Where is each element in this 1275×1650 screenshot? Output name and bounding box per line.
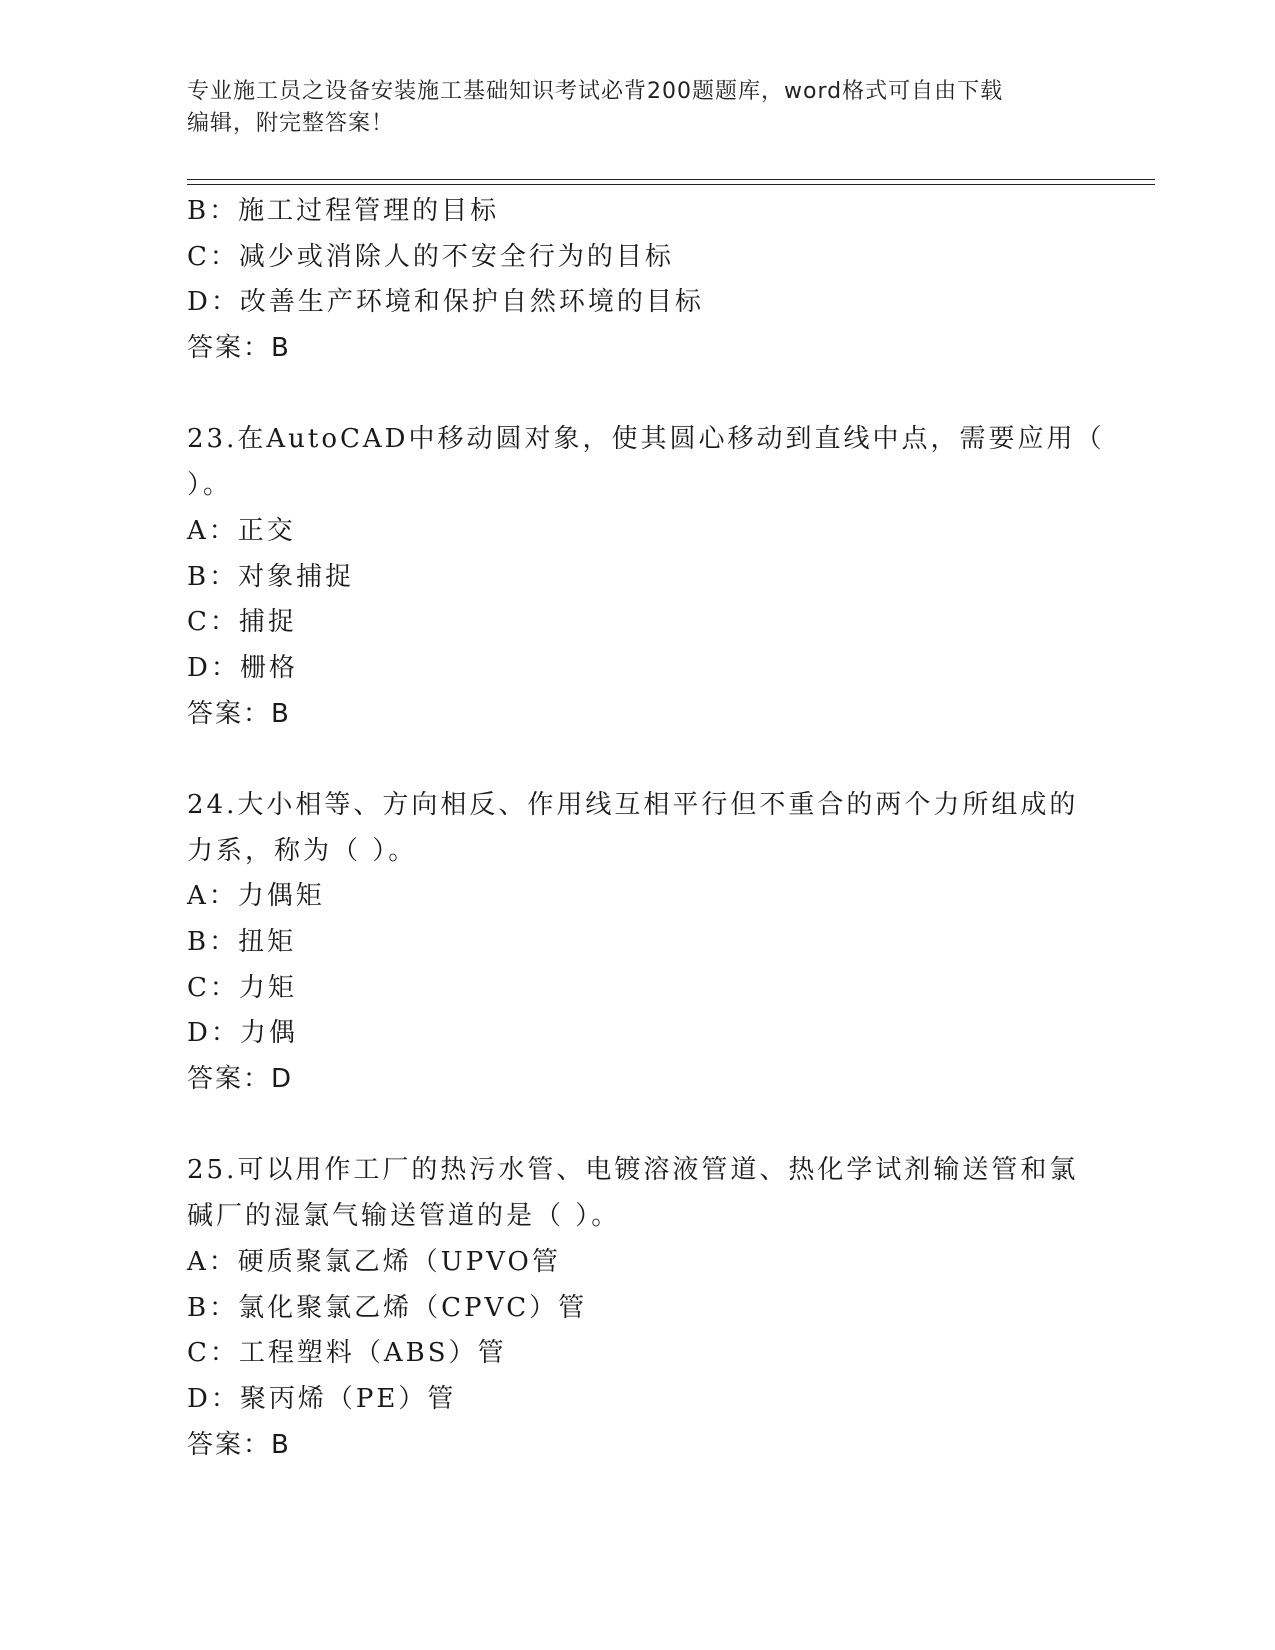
spacer [187, 1103, 1087, 1149]
answer: 答案：B [187, 1429, 291, 1460]
question-stem-line-2: ）。 [187, 470, 233, 501]
document-header [187, 76, 1087, 140]
option-a: A：正交 [187, 515, 296, 546]
option-d: D：力偶 [187, 1018, 298, 1049]
header-line-2: 编辑，附完整答案！ [187, 111, 395, 136]
spacer [187, 737, 1087, 783]
answer: 答案：D [187, 1064, 294, 1095]
question-25 [187, 1148, 1087, 1468]
question-list [187, 189, 1105, 1468]
header-divider-top [187, 179, 1155, 180]
option-c: C：力矩 [187, 972, 297, 1003]
option-d: D：改善生产环境和保护自然环境的目标 [187, 287, 704, 318]
question-stem-line-2: 碱厂的湿氯气输送管道的是（ ）。 [187, 1201, 621, 1232]
option-d: D：聚丙烯（PE）管 [187, 1383, 457, 1414]
question-stem-line-1: 24.大小相等、方向相反、作用线互相平行但不重合的两个力所组成的 [187, 789, 1079, 820]
option-b: B：扭矩 [187, 927, 297, 957]
option-c: C：工程塑料（ABS）管 [187, 1338, 507, 1369]
header-line-1: 专业施工员之设备安装施工基础知识考试必背200题题库，word格式可自由下载 [187, 79, 1004, 104]
option-c: C：减少或消除人的不安全行为的目标 [187, 241, 674, 272]
question-23 [187, 417, 1105, 737]
spacer [187, 372, 1087, 418]
answer: 答案：B [187, 698, 291, 729]
option-b: B：对象捕捉 [187, 561, 355, 592]
question-stem-line-1: 25.可以用作工厂的热污水管、电镀溶液管道、热化学试剂输送管和氯 [187, 1155, 1079, 1186]
header-divider-bottom [187, 184, 1155, 185]
question-stem-line-1: 23.在AutoCAD中移动圆对象，使其圆心移动到直线中点，需要应用（ [187, 424, 1105, 455]
option-b: B：施工过程管理的目标 [187, 196, 500, 226]
option-d: D：栅格 [187, 652, 298, 683]
answer: 答案：B [187, 333, 291, 364]
option-b: B：氯化聚氯乙烯（CPVC）管 [187, 1292, 588, 1323]
option-a: A：硬质聚氯乙烯（UPVO管 [187, 1246, 561, 1277]
option-a: A：力偶矩 [187, 881, 325, 912]
question-24 [187, 783, 1087, 1103]
option-c: C：捕捉 [187, 607, 297, 638]
question-22 [187, 189, 1087, 372]
question-stem-line-2: 力系，称为（ ）。 [187, 835, 418, 866]
